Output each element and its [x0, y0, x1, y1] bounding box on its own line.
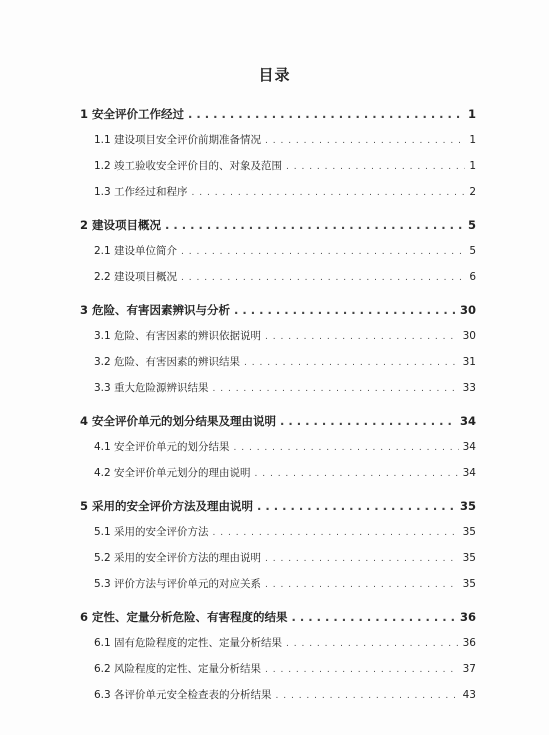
dot-leader: [257, 493, 456, 519]
chapter-label: 3 危险、有害因素辨识与分析: [80, 303, 231, 317]
dot-leader: [255, 461, 459, 487]
toc-section-2-1[interactable]: [80, 238, 476, 264]
dot-leader: [286, 154, 465, 180]
page-number: 33: [462, 382, 476, 394]
dot-leader: [265, 657, 459, 683]
section-label: 6.1 固有危险程度的定性、定量分析结果: [94, 637, 283, 649]
page-number: 6: [469, 271, 476, 283]
toc-section-2-2[interactable]: [80, 264, 476, 290]
page-number: 30: [459, 303, 476, 317]
section-label: 5.3 评价方法与评价单元的对应关系: [94, 578, 262, 590]
page-number: 35: [459, 499, 476, 513]
section-label: 6.3 各评价单元安全检查表的分析结果: [94, 689, 272, 701]
dot-leader: [234, 297, 456, 323]
page-number: 2: [469, 186, 476, 198]
page-number: 5: [467, 218, 476, 232]
section-label: 6.2 风险程度的定性、定量分析结果: [94, 663, 262, 675]
chapter-label: 1 安全评价工作经过: [80, 107, 185, 121]
dot-leader: [286, 631, 459, 657]
dot-leader: [276, 683, 459, 709]
page-number: 5: [469, 245, 476, 257]
dot-leader: [188, 101, 464, 127]
page-number: 35: [462, 526, 476, 538]
page-number: 1: [469, 160, 476, 172]
chapter-label: 4 安全评价单元的划分结果及理由说明: [80, 414, 277, 428]
dot-leader: [181, 239, 465, 265]
page-number: 34: [462, 467, 476, 479]
toc-section-3-1[interactable]: [80, 323, 476, 349]
dot-leader: [265, 572, 459, 598]
dot-leader: [234, 435, 459, 461]
section-label: 1.3 工作经过和程序: [94, 186, 188, 198]
toc-section-6-3[interactable]: [80, 682, 476, 708]
toc-section-1-3[interactable]: [80, 179, 476, 205]
page-number: 36: [462, 637, 476, 649]
dot-leader: [244, 350, 459, 376]
section-label: 1.1 建设项目安全评价前期准备情况: [94, 134, 262, 146]
table-of-contents: [80, 94, 476, 708]
dot-leader: [192, 180, 466, 206]
dot-leader: [265, 128, 465, 154]
section-label: 4.1 安全评价单元的划分结果: [94, 441, 230, 453]
toc-chapter-4[interactable]: [80, 408, 476, 434]
toc-section-1-2[interactable]: [80, 153, 476, 179]
toc-chapter-5[interactable]: [80, 493, 476, 519]
page-number: 35: [462, 578, 476, 590]
page-number: 31: [462, 356, 476, 368]
chapter-label: 2 建设项目概况: [80, 218, 162, 232]
toc-section-1-1[interactable]: [80, 127, 476, 153]
toc-section-5-1[interactable]: [80, 519, 476, 545]
dot-leader: [280, 408, 456, 434]
toc-section-4-1[interactable]: [80, 434, 476, 460]
toc-section-4-2[interactable]: [80, 460, 476, 486]
dot-leader: [165, 212, 464, 238]
chapter-label: 5 采用的安全评价方法及理由说明: [80, 499, 254, 513]
page-number: 34: [459, 414, 476, 428]
dot-leader: [292, 604, 456, 630]
dot-leader: [213, 520, 459, 546]
page-number: 34: [462, 441, 476, 453]
toc-section-3-3[interactable]: [80, 375, 476, 401]
toc-section-5-3[interactable]: [80, 571, 476, 597]
page-number: 35: [462, 552, 476, 564]
dot-leader: [265, 324, 459, 350]
dot-leader: [265, 546, 459, 572]
section-label: 3.3 重大危险源辨识结果: [94, 382, 209, 394]
page-number: 37: [462, 663, 476, 675]
dot-leader: [213, 376, 459, 402]
dot-leader: [181, 265, 465, 291]
toc-chapter-2[interactable]: [80, 212, 476, 238]
page-number: 30: [462, 330, 476, 342]
toc-section-3-2[interactable]: [80, 349, 476, 375]
section-label: 3.2 危险、有害因素的辨识结果: [94, 356, 241, 368]
toc-section-6-2[interactable]: [80, 656, 476, 682]
section-label: 4.2 安全评价单元划分的理由说明: [94, 467, 251, 479]
section-label: 2.1 建设单位简介: [94, 245, 178, 257]
toc-section-5-2[interactable]: [80, 545, 476, 571]
toc-chapter-3[interactable]: [80, 297, 476, 323]
section-label: 5.1 采用的安全评价方法: [94, 526, 209, 538]
section-label: 5.2 采用的安全评价方法的理由说明: [94, 552, 262, 564]
page-number: 36: [459, 610, 476, 624]
page-number: 43: [462, 689, 476, 701]
page-number: 1: [467, 107, 476, 121]
chapter-label: 6 定性、定量分析危险、有害程度的结果: [80, 610, 288, 624]
toc-chapter-6[interactable]: [80, 604, 476, 630]
page-number: 1: [469, 134, 476, 146]
toc-chapter-1[interactable]: [80, 101, 476, 127]
toc-section-6-1[interactable]: [80, 630, 476, 656]
section-label: 1.2 竣工验收安全评价目的、对象及范围: [94, 160, 283, 172]
toc-title: 目录: [258, 66, 291, 84]
section-label: 2.2 建设项目概况: [94, 271, 178, 283]
section-label: 3.1 危险、有害因素的辨识依据说明: [94, 330, 262, 342]
